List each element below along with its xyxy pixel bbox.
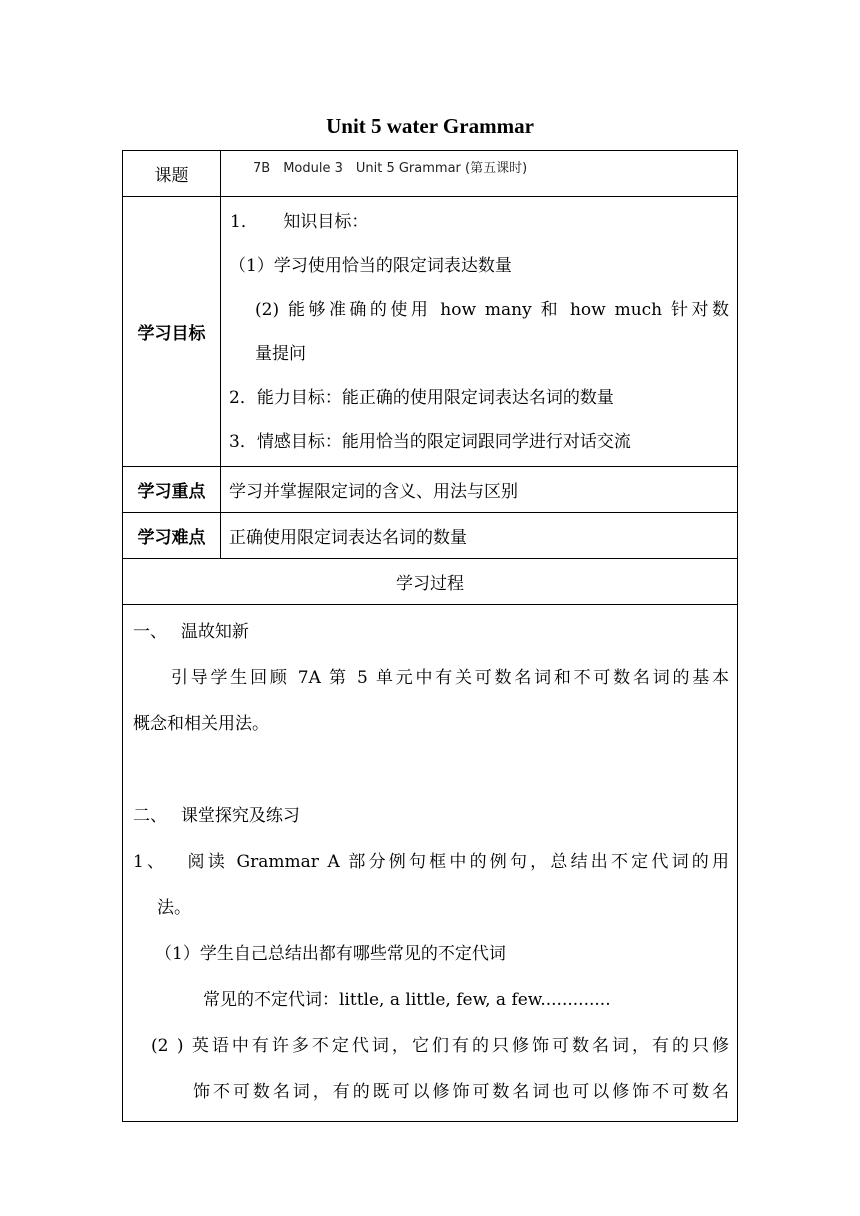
paragraph-line: 概念和相关用法。 bbox=[133, 714, 269, 734]
objective-line: 3．情感目标：能用恰当的限定词跟同学进行对话交流 bbox=[229, 431, 631, 452]
label-objectives: 学习目标 bbox=[123, 197, 221, 467]
objective-line: 1． 知识目标： bbox=[230, 211, 369, 232]
sub-item-detail: 常见的不定代词：little, a little, few, a few............. bbox=[203, 990, 611, 1010]
value-objectives bbox=[221, 197, 738, 467]
row-topic bbox=[123, 151, 738, 197]
objective-line: 2．能力目标：能正确的使用限定词表达名词的数量 bbox=[229, 387, 614, 408]
value-focus: 学习并掌握限定词的含义、用法与区别 bbox=[221, 467, 738, 513]
document-title: Unit 5 water Grammar bbox=[326, 114, 534, 138]
objective-line: 量提问 bbox=[255, 343, 306, 364]
process-header: 学习过程 bbox=[123, 559, 738, 605]
label-difficulty: 学习难点 bbox=[123, 513, 221, 559]
sub-item-continued: 饰不可数名词，有的既可以修饰可数名词也可以修饰不可数名 bbox=[193, 1082, 729, 1102]
objective-line: （1）学习使用恰当的限定词表达数量 bbox=[229, 255, 512, 276]
sub-item: （1）学生自己总结出都有哪些常见的不定代词 bbox=[155, 944, 506, 964]
section-heading: 一、 温故知新 bbox=[133, 622, 249, 642]
section-heading: 二、 课堂探究及练习 bbox=[133, 806, 300, 826]
lesson-table bbox=[122, 150, 738, 1122]
label-focus: 学习重点 bbox=[123, 467, 221, 513]
objective-line: (2) 能够准确的使用 how many 和 how much 针对数 bbox=[255, 299, 729, 320]
row-difficulty bbox=[123, 513, 738, 559]
blank-line bbox=[133, 747, 729, 793]
row-focus bbox=[123, 467, 738, 513]
paragraph-line: 引导学生回顾 7A 第 5 单元中有关可数名词和不可数名词的基本 bbox=[171, 668, 729, 688]
process-content bbox=[123, 605, 738, 1122]
row-objectives bbox=[123, 197, 738, 467]
row-process bbox=[123, 605, 738, 1122]
row-process-header bbox=[123, 559, 738, 605]
list-item: 1、 阅读 Grammar A 部分例句框中的例句，总结出不定代词的用 bbox=[133, 852, 729, 872]
list-item-continued: 法。 bbox=[157, 898, 191, 918]
value-difficulty: 正确使用限定词表达名词的数量 bbox=[221, 513, 738, 559]
value-topic: 7B Module 3 Unit 5 Grammar (第五课时) bbox=[221, 151, 738, 197]
sub-item: (2 ) 英语中有许多不定代词，它们有的只修饰可数名词，有的只修 bbox=[151, 1036, 729, 1056]
label-topic: 课题 bbox=[123, 151, 221, 197]
